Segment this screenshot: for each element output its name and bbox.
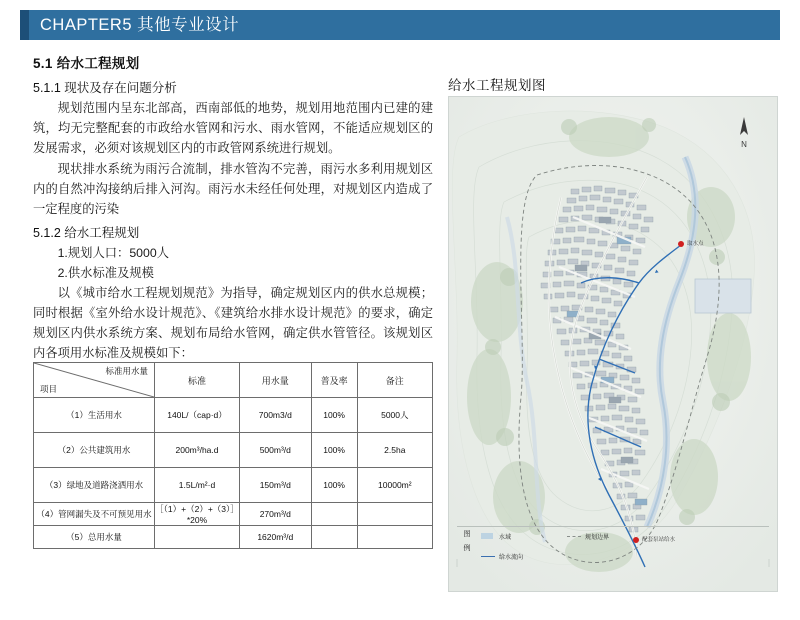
table-row	[34, 468, 433, 503]
legend-label-water-area: 水域	[499, 535, 512, 541]
legend-heading-1: 图	[463, 531, 471, 538]
header-accent-block	[20, 10, 29, 40]
legend-swatch-flow	[481, 556, 495, 557]
row-item: （1）生活用水	[34, 398, 155, 433]
table-row	[34, 526, 433, 549]
section-heading: 5.1 给水工程规划	[33, 56, 140, 71]
table-row	[34, 398, 433, 433]
paragraph-1: 规划范围内呈东北部高，西南部低的地势，规划用地范围内已建的建筑，均无完整配套的市政给水管网和污水、雨水管网，不能适应规划区的发展需求，必须对该规划区内的市政管网系统进行规划。	[33, 101, 433, 155]
svg-text:N: N	[741, 140, 747, 149]
legend-label-boundary: 规划边界	[585, 535, 610, 541]
row-rate: 100%	[311, 468, 357, 503]
row-rate	[311, 526, 357, 549]
table-corner-bottom-label: 项目	[40, 384, 58, 394]
row-standard: 140L/（cap·d）	[155, 398, 240, 433]
table-header-standard: 标准	[155, 363, 240, 398]
row-standard: 1.5L/m²·d	[155, 468, 240, 503]
row-usage: 700m3/d	[239, 398, 311, 433]
row-usage: 270m³/d	[239, 503, 311, 526]
row-standard: 200m³/ha.d	[155, 433, 240, 468]
page-title: CHAPTER5 其他专业设计	[40, 16, 240, 34]
row-standard	[155, 526, 240, 549]
row-usage: 1620m³/d	[239, 526, 311, 549]
table-header-rate: 普及率	[311, 363, 357, 398]
map-illustration	[449, 97, 777, 591]
row-note: 10000m²	[357, 468, 432, 503]
table-corner-top-label: 标准用水量	[105, 366, 148, 376]
legend-swatch-water-area	[481, 533, 493, 539]
subsection-heading-1: 5.1.1 现状及存在问题分析	[33, 81, 177, 95]
list-item-standard: 2.供水标准及规模	[57, 266, 154, 281]
row-note: 5000人	[357, 398, 432, 433]
table-row	[34, 433, 433, 468]
list-item-population: 1.规划人口：5000人	[57, 246, 169, 261]
map-label-pump-station: 配套泵站给水	[642, 537, 676, 543]
map-title: 给水工程规划图	[448, 78, 546, 93]
row-rate: 100%	[311, 398, 357, 433]
legend-heading-2: 例	[463, 545, 471, 552]
table-header-row	[34, 363, 433, 398]
row-rate	[311, 503, 357, 526]
map-legend	[457, 526, 769, 583]
row-standard: ［（1）+（2）+（3）］*20%	[155, 504, 239, 525]
row-item: （3）绿地及道路浇洒用水	[34, 468, 155, 503]
row-usage: 150m³/d	[239, 468, 311, 503]
article-body	[33, 52, 433, 365]
row-item: （2）公共建筑用水	[34, 433, 155, 468]
table-corner-cell	[34, 363, 155, 398]
table-header-usage: 用水量	[239, 363, 311, 398]
paragraph-2: 现状排水系统为雨污合流制，排水管沟不完善，雨污水多利用规划区内的自然冲沟接纳后排入河沟。雨污水未经任何处理，对规划区内造成了一定程度的污染	[33, 161, 433, 216]
row-item: （5）总用水量	[34, 526, 155, 549]
water-standard-table	[33, 362, 433, 549]
legend-label-flow: 给水流向	[499, 555, 524, 561]
paragraph-3: 以《城市给水工程规划规范》为指导，确定规划区内的供水总规模；同时根据《室外给水设计规范》、《建筑给水排水设计规范》的要求，确定规划区内供水系统方案、规划布局给水管网，确定供水管管径。该规划区内各项用水标准及规模如下：	[33, 286, 433, 360]
row-note: 2.5ha	[357, 433, 432, 468]
row-note	[357, 503, 432, 526]
table-row	[34, 503, 433, 526]
page-header	[20, 10, 780, 42]
row-rate: 100%	[311, 433, 357, 468]
map-label-intake: 取水点	[687, 241, 704, 247]
table-header-note: 备注	[357, 363, 432, 398]
water-standard-table-wrapper	[33, 362, 433, 549]
row-item: （4）管网漏失及不可预见用水	[34, 503, 155, 526]
row-note	[357, 526, 432, 549]
map-pin-intake[interactable]	[678, 241, 684, 247]
compass-north-icon	[731, 115, 757, 149]
subsection-heading-2: 5.1.2 给水工程规划	[33, 226, 140, 241]
legend-swatch-boundary	[567, 536, 581, 537]
water-supply-plan-map	[448, 96, 778, 592]
row-usage: 500m³/d	[239, 433, 311, 468]
